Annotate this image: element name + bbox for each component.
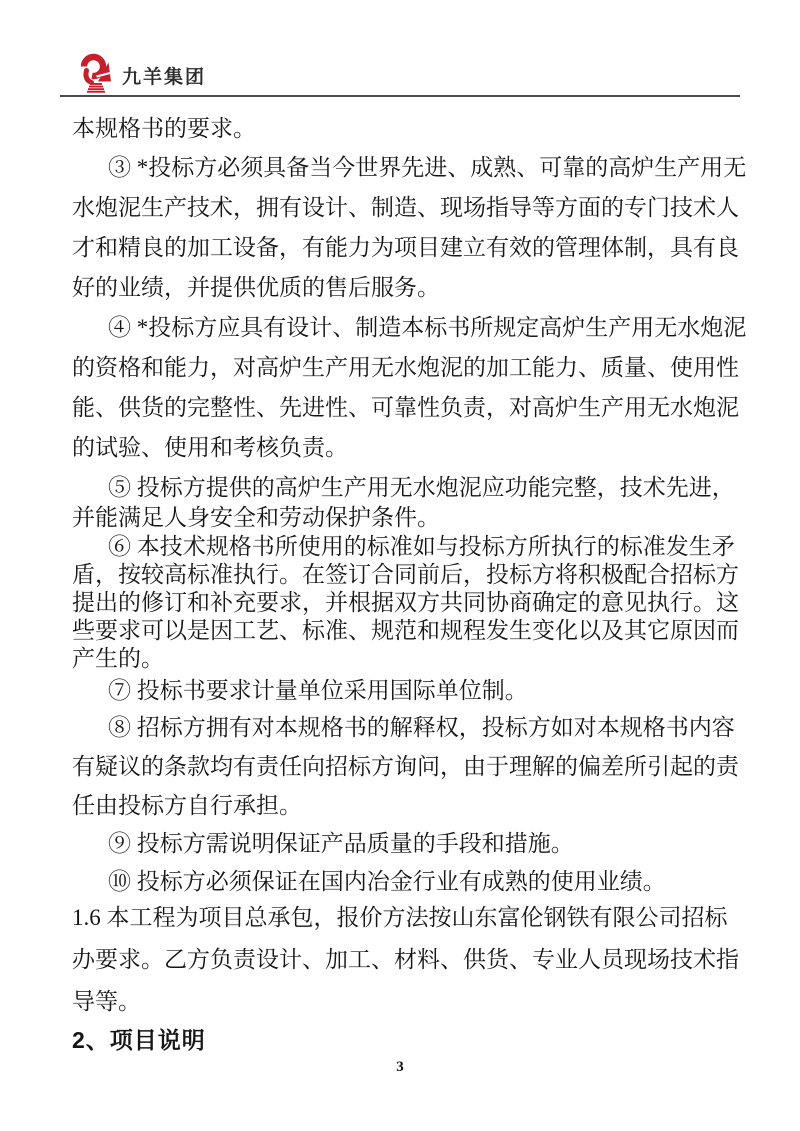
paragraph-para-1-6: [72, 897, 739, 1023]
document-body: [72, 111, 747, 1055]
text-line: 提出的修订和补充要求，并根据双方共同协商确定的意见执行。这: [72, 590, 739, 615]
paragraph-section-heading-2: [72, 1025, 739, 1055]
text-line: ⑨ 投标方需说明保证产品质量的手段和措施。: [108, 831, 574, 856]
text-line: ⑦ 投标书要求计量单位采用国际单位制。: [108, 678, 528, 703]
text-line: 能、供货的完整性、先进性、可靠性负责，对高炉生产用无水炮泥: [72, 395, 739, 420]
text-line: 盾，按较高标准执行。在签订合同前后，投标方将积极配合招标方: [72, 562, 739, 587]
text-line: 些要求可以是因工艺、标准、规范和规程发生变化以及其它原因而: [72, 618, 739, 643]
text-line: ⑤ 投标方提供的高炉生产用无水炮泥应功能完整，技术先进，: [108, 475, 735, 500]
paragraph-clause-8: [72, 708, 739, 825]
text-line: 产生的。: [72, 646, 164, 671]
text-line: 才和精良的加工设备，有能力为项目建立有效的管理体制，具有良: [72, 235, 739, 260]
text-line: 1.6 本工程为项目总承包，报价方法按山东富伦钢铁有限公司招标: [72, 905, 728, 930]
text-line: 好的业绩，并提供优质的售后服务。: [72, 275, 440, 300]
text-line: 2、项目说明: [72, 1027, 206, 1053]
text-line: 的资格和能力，对高炉生产用无水炮泥的加工能力、质量、使用性: [72, 355, 739, 380]
text-line: ⑥ 本技术规格书所使用的标准如与投标方所执行的标准发生矛: [108, 534, 735, 559]
text-line: ⑩ 投标方必须保证在国内冶金行业有成熟的使用业绩。: [108, 869, 666, 894]
ram-logo-icon: [80, 53, 118, 93]
text-line: 的试验、使用和考核负责。: [72, 435, 348, 460]
paragraph-clause-6: [72, 533, 739, 673]
text-line: 任由投标方自行承担。: [72, 793, 302, 818]
page-number: 3: [396, 1059, 404, 1075]
paragraph-clause-4: [72, 308, 747, 468]
paragraph-para-continuation: [72, 111, 739, 147]
paragraph-clause-7: [72, 674, 739, 708]
text-line: 本规格书的要求。: [72, 116, 256, 141]
text-line: ③ *投标方必须具备当今世界先进、成熟、可靠的高炉生产用无: [108, 155, 747, 180]
text-line: 有疑议的条款均有责任向招标方询问，由于理解的偏差所引起的责: [72, 754, 739, 779]
company-name: 九羊集团: [122, 67, 207, 88]
paragraph-clause-10: [72, 867, 739, 897]
paragraph-clause-9: [72, 826, 739, 862]
text-line: 并能满足人身安全和劳动保护条件。: [72, 505, 440, 530]
text-line: 导等。: [72, 989, 141, 1014]
text-line: ⑧ 招标方拥有对本规格书的解释权，投标方如对本规格书内容: [108, 715, 735, 740]
text-line: 办要求。乙方负责设计、加工、材料、供货、专业人员现场技术指: [72, 947, 739, 972]
letterhead: [60, 0, 740, 97]
text-line: ④ *投标方应具有设计、制造本标书所规定高炉生产用无水炮泥: [108, 315, 747, 340]
text-line: 水炮泥生产技术，拥有设计、制造、现场指导等方面的专门技术人: [72, 195, 739, 220]
paragraph-clause-3: [72, 148, 747, 308]
paragraph-clause-5: [72, 473, 739, 533]
